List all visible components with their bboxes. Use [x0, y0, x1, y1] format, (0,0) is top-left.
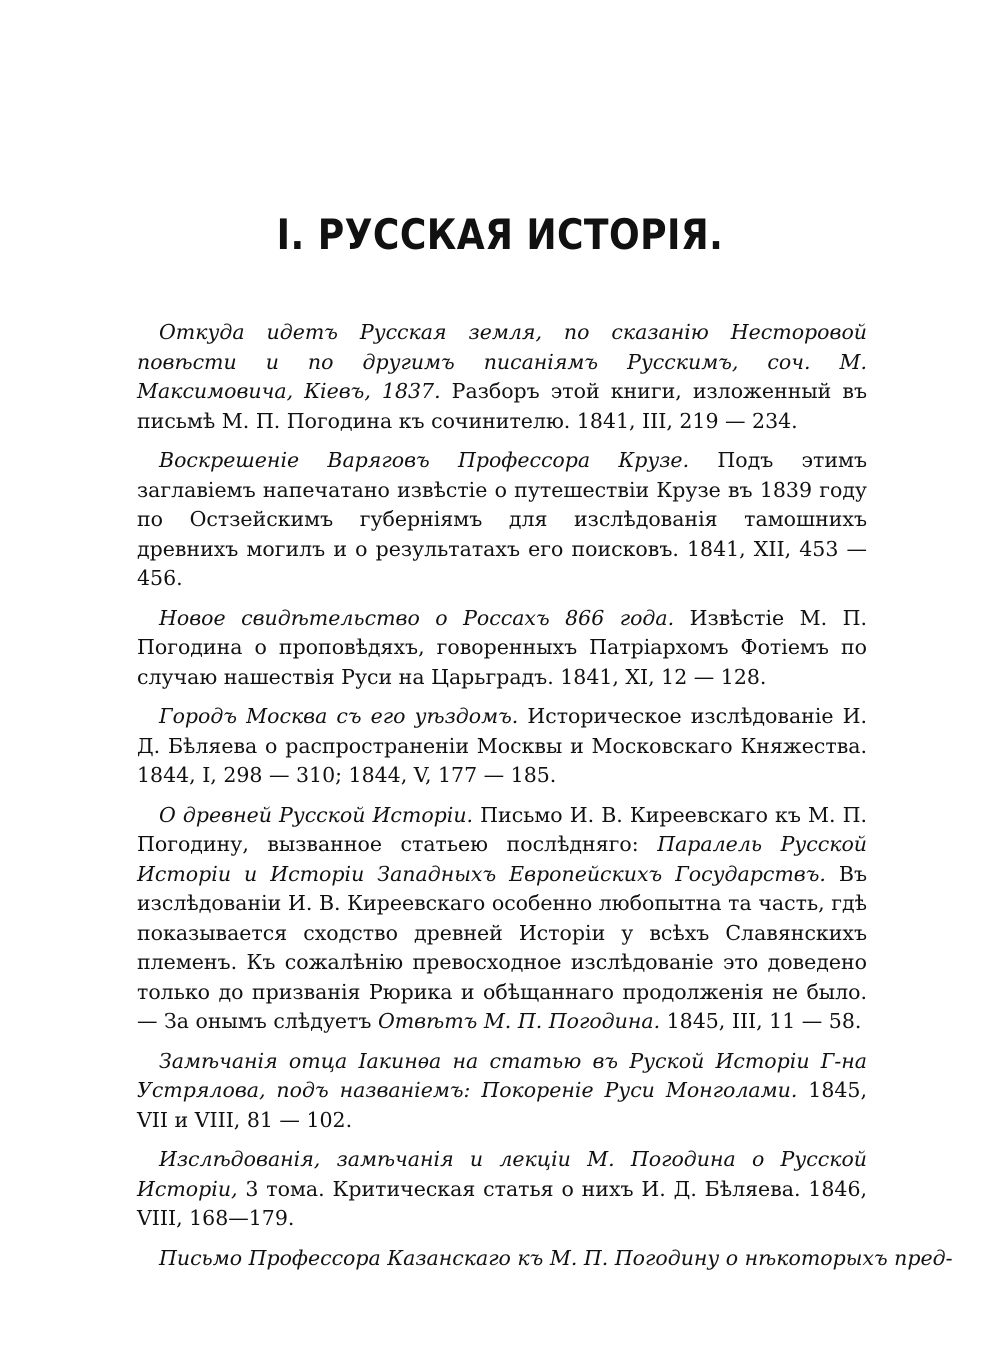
entry-title: Городъ Москва съ его уѣздомъ. [159, 704, 519, 728]
entry-text: Извѣстіе М. П. Погодина о проповѣдяхъ, говоренныхъ Патріархомъ Фотіемъ по случаю нашествія Руси на Царьградъ. 1841, XI, 12 — 128. [137, 605, 867, 689]
entry-title: Откуда идетъ Русская земля, по сказанію Несторовой повѣсти и по другимъ писаніямъ Русскимъ, соч. М. Максимовича, Кіевъ, 1837. [137, 320, 867, 403]
entry-text: Въ изслѣдованіи И. В. Киреевскаго особенно любопытна та часть, гдѣ показывается сходство древней Исторіи у всѣхъ Славянскихъ племенъ. Къ сожалѣнію превосходное изслѣдованіе это доведено только до призванія Рюрика и обѣщаннаго продолженія не было. — За онымъ слѣдуетъ [137, 861, 867, 1033]
entry-text: 1845, III, 11 — 58. [660, 1009, 862, 1033]
bibliography-entry [137, 604, 867, 693]
bibliography-entry [137, 801, 867, 1037]
entry-text: 3 тома. Критическая статья о нихъ И. Д. Бѣляева. 1846, VIII, 168—179. [137, 1176, 867, 1230]
bibliography-entry [137, 1244, 953, 1274]
entry-title: Воскрешеніе Варяговъ Профессора Крузе. [159, 448, 690, 472]
entry-title: Паралель Русской Исторіи и Исторіи Западныхъ Европейскихъ Государствъ. [137, 832, 867, 886]
entry-text: Подъ этимъ заглавіемъ напечатано извѣстіе о путешествіи Крузе въ 1839 году по Остзейскимъ губерніямъ для изслѣдованія тамошнихъ древнихъ могилъ и о результатахъ его поисковъ. 1841, XII, 453 — 456. [137, 448, 867, 590]
entry-text: Историческое изслѣдованіе И. Д. Бѣляева о распространеніи Москвы и Московскаго Княжества. 1844, I, 298 — 310; 1844, V, 177 — 185. [137, 704, 867, 787]
bibliography-entry [137, 1145, 867, 1234]
entry-title: Письмо Профессора Казанскаго къ М. П. Погодину о нѣкоторыхъ пред- [159, 1245, 953, 1270]
bibliography-entry [137, 446, 867, 594]
bibliography-entry [137, 702, 867, 791]
entry-text: Разборъ этой книги, изложенный въ письмѣ М. П. Погодина къ сочинителю. 1841, III, 219 — 234. [137, 379, 867, 433]
entry-text: 1845, VII и VIII, 81 — 102. [137, 1078, 867, 1132]
entry-title: Новое свидѣтельство о Россахъ 866 года. [159, 605, 675, 630]
entry-title: О древней Русской Исторіи. [159, 802, 474, 827]
bibliography-list [137, 318, 953, 1284]
entry-text: Письмо И. В. Киреевскаго къ М. П. Погодину, вызванное статьею послѣдняго: [137, 802, 867, 856]
entry-title: Замѣчанія отца Іакинѳа на статью въ Руской Исторіи Г-на Устрялова, подъ названіемъ: Покореніе Руси Монголами. [137, 1048, 867, 1102]
section-title: I. РУССКАЯ ИСТОРІЯ. [276, 210, 724, 259]
bibliography-entry [137, 318, 867, 436]
bibliography-entry [137, 1047, 867, 1136]
entry-title: Отвѣтъ М. П. Погодина. [377, 1009, 661, 1033]
entry-title: Изслѣдованія, замѣчанія и лекціи М. Погодина о Русской Исторіи, [137, 1147, 867, 1201]
